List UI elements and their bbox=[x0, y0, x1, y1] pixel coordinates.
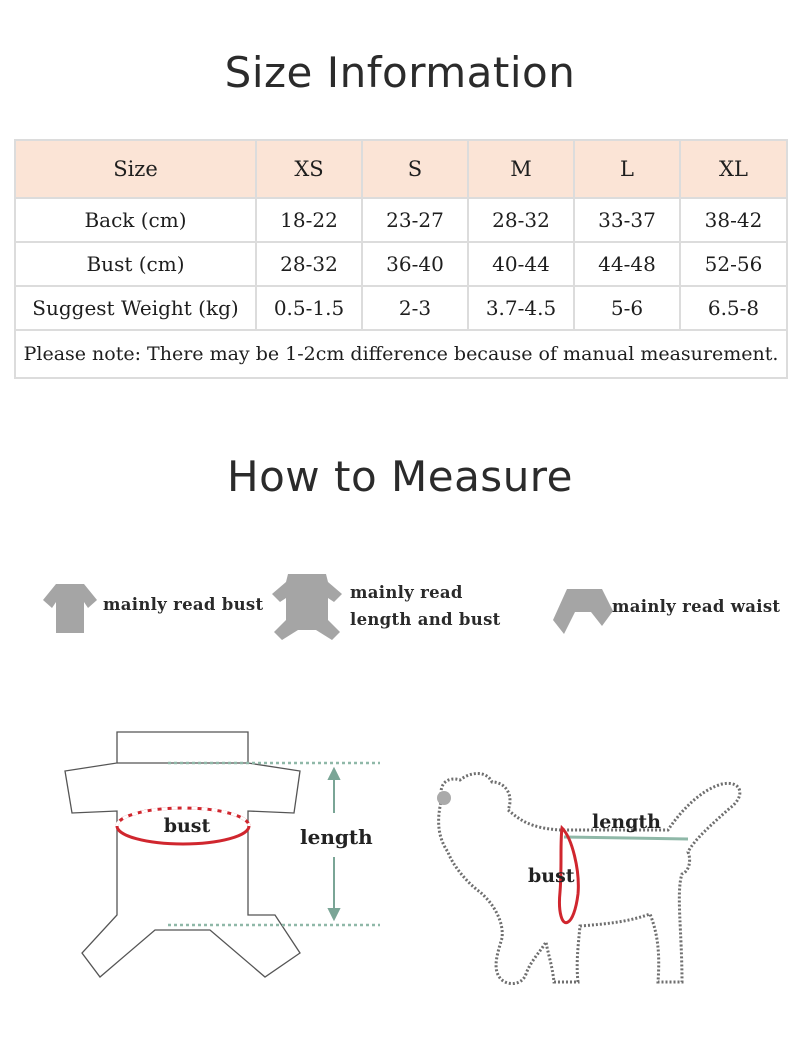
header-cell: M bbox=[468, 140, 574, 198]
header-cell: XS bbox=[256, 140, 362, 198]
dog-diagram bbox=[430, 742, 760, 992]
table-cell: 38-42 bbox=[680, 198, 787, 242]
garment-diagram bbox=[60, 725, 390, 985]
garment-length-label: length bbox=[300, 825, 373, 849]
table-header-row bbox=[15, 140, 787, 198]
table-row bbox=[15, 286, 787, 330]
type-caption: mainly read waist bbox=[612, 597, 781, 616]
table-cell: 2-3 bbox=[362, 286, 468, 330]
table-cell: 28-32 bbox=[468, 198, 574, 242]
dog-bust-label: bust bbox=[528, 865, 575, 887]
table-cell: 0.5-1.5 bbox=[256, 286, 362, 330]
shirt-icon bbox=[42, 580, 98, 636]
table-cell: 6.5-8 bbox=[680, 286, 787, 330]
size-table bbox=[14, 139, 788, 379]
table-cell: 5-6 bbox=[574, 286, 680, 330]
table-cell: Bust (cm) bbox=[15, 242, 256, 286]
table-cell: 18-22 bbox=[256, 198, 362, 242]
table-row bbox=[15, 198, 787, 242]
header-cell: L bbox=[574, 140, 680, 198]
header-cell: S bbox=[362, 140, 468, 198]
table-cell: 36-40 bbox=[362, 242, 468, 286]
table-cell: 28-32 bbox=[256, 242, 362, 286]
table-cell: 44-48 bbox=[574, 242, 680, 286]
header-cell: XL bbox=[680, 140, 787, 198]
size-info-title: Size Information bbox=[224, 48, 576, 97]
header-cell: Size bbox=[15, 140, 256, 198]
jumpsuit-icon bbox=[268, 572, 346, 642]
how-to-measure-title: How to Measure bbox=[227, 452, 573, 501]
type-caption: length and bust bbox=[350, 610, 501, 629]
table-note-row bbox=[15, 330, 787, 378]
size-note: Please note: There may be 1-2cm difference because of manual measurement. bbox=[15, 330, 787, 378]
table-cell: Back (cm) bbox=[15, 198, 256, 242]
garment-bust-label: bust bbox=[163, 815, 211, 837]
pants-icon bbox=[552, 586, 614, 636]
table-row bbox=[15, 242, 787, 286]
table-cell: Suggest Weight (kg) bbox=[15, 286, 256, 330]
dog-length-label: length bbox=[592, 811, 661, 833]
table-cell: 52-56 bbox=[680, 242, 787, 286]
table-cell: 40-44 bbox=[468, 242, 574, 286]
type-caption: mainly read bust bbox=[103, 595, 264, 614]
table-cell: 3.7-4.5 bbox=[468, 286, 574, 330]
table-cell: 33-37 bbox=[574, 198, 680, 242]
type-caption: mainly read bbox=[350, 583, 463, 602]
table-cell: 23-27 bbox=[362, 198, 468, 242]
